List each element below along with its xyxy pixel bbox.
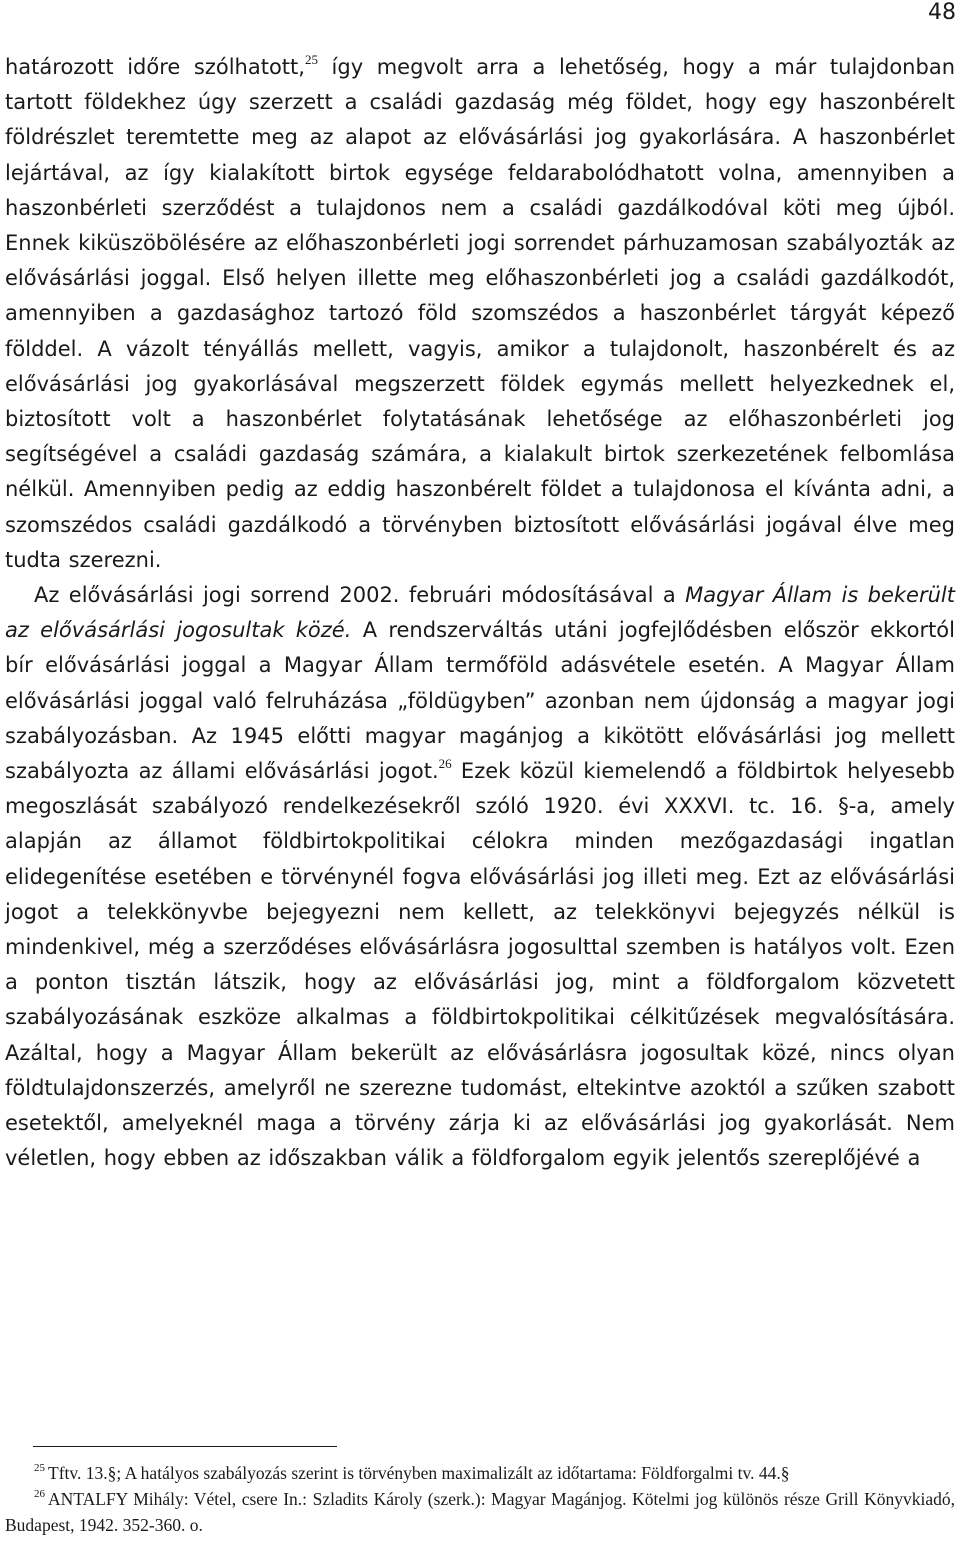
- footnote-25: [5, 1460, 955, 1486]
- paragraph-2: [5, 578, 955, 1176]
- footnote-number: 25: [34, 1462, 45, 1474]
- footnote-number: 26: [34, 1488, 45, 1500]
- paragraph-2-text-c: Ezek közül kiemelendő a földbirtok helyesebb megoszlását szabályozó rendelkezésekről szóló 1920. évi XXXVI. tc. 16. §-a, amely alapján az államot földbirtokpolitikai célokra minden mezőgazdasági ingatlan elidegenítése esetében e törvénynél fogva elővásárlási jog illeti meg. Ezt az elővásárlási jogot a telekkönyvbe bejegyezni nem kellett, az telekkönyvi bejegyzés nélkül is mindenkivel, még a szerződéses elővásárlásra jogosulttal szemben is hatályos volt. Ezen a ponton tisztán látszik, hogy az elővásárlási jog, mint a földforgalom közvetett szabályozásának eszköze alkalmas a földbirtokpolitikai célkitűzések megvalósítására. Azáltal, hogy a Magyar Állam bekerült az elővásárlásra jogosultak közé, nincs olyan földtulajdonszerzés, amelyről ne szerezne tudomást, eltekintve azoktól a szűken szabott esetektől, amelyeknél maga a törvény zárja ki az elővásárlási jog gyakorlását. Nem véletlen, hogy ebben az időszakban válik a földforgalom egyik jelentős szereplőjévé a: [5, 759, 955, 1171]
- footnote-text: ANTALFY Mihály: Vétel, csere In.: Szladits Károly (szerk.): Magyar Magánjog. Kötelmi jog különös része Grill Könyvkiadó, Budapest, 1942. 352-360. o.: [5, 1489, 955, 1535]
- paragraph-2-text-b: A rendszerváltás utáni jogfejlődésben először ekkortól bír elővásárlási joggal a Magyar Állam termőföld adásvétele esetén. A Magyar Állam elővásárlási joggal való felruházása „földügyben” azonban nem újdonság a magyar jogi szabályozásban. Az 1945 előtti magyar magánjog a kikötött elővásárlási jog mellett szabályozta az állami elővásárlási jogot.: [5, 618, 955, 784]
- page-number: 48: [928, 0, 956, 25]
- footnote-ref-26: 26: [438, 756, 452, 772]
- body-text: [5, 50, 955, 1177]
- paragraph-1: [5, 50, 955, 578]
- footnote-ref-25: 25: [304, 52, 318, 67]
- footnotes: [5, 1460, 955, 1538]
- paragraph-2-italic: Magyar Állam is bekerült az elővásárlási jogosultak közé.: [5, 583, 955, 643]
- footnote-26: [5, 1486, 955, 1538]
- footnote-text: Tftv. 13.§; A hatályos szabályozás szerint is törvényben maximalizált az időtartama: Földforgalmi tv. 44.§: [48, 1463, 790, 1483]
- paragraph-2-text-a: Az elővásárlási jogi sorrend 2002. februári módosításával a: [34, 583, 686, 608]
- paragraph-1-text-a: határozott időre szólhatott,: [5, 55, 305, 79]
- paragraph-1-text-b: így megvolt arra a lehetőség, hogy a már tulajdonban tartott földekhez úgy szerzett a családi gazdaság még földet, hogy egy haszonbérelt földrészlet teremtette meg az alapot az elővásárlási jog gyakorlására. A haszonbérlet lejártával, az így kialakított birtok egysége feldarabolódhatott volna, amennyiben a haszonbérleti szerződést a tulajdonos nem a családi gazdálkodóval köti meg újból. Ennek kiküszöbölésére az előhaszonbérleti jogi sorrendet párhuzamosan szabályozták az elővásárlási joggal. Első helyen illette meg előhaszonbérleti jog a családi gazdálkodót, amennyiben a gazdasághoz tartozó föld szomszédos a haszonbérlet tárgyát képező földdel. A vázolt tényállás mellett, vagyis, amikor a tulajdonolt, haszonbérelt és az elővásárlási jog gyakorlásával megszerzett földek egymás mellett helyezkednek el, biztosított volt a haszonbérlet folytatásának lehetősége az előhaszonbérleti jog segítségével a családi gazdaság számára, a kialakult birtok szerkezetének felbomlása nélkül. Amennyiben pedig az eddig haszonbérelt földet a tulajdonosa el kívánta adni, a szomszédos családi gazdálkodó a törvényben biztosított elővásárlási jogával élve meg tudta szerezni.: [5, 55, 955, 572]
- footnote-separator: [33, 1446, 337, 1447]
